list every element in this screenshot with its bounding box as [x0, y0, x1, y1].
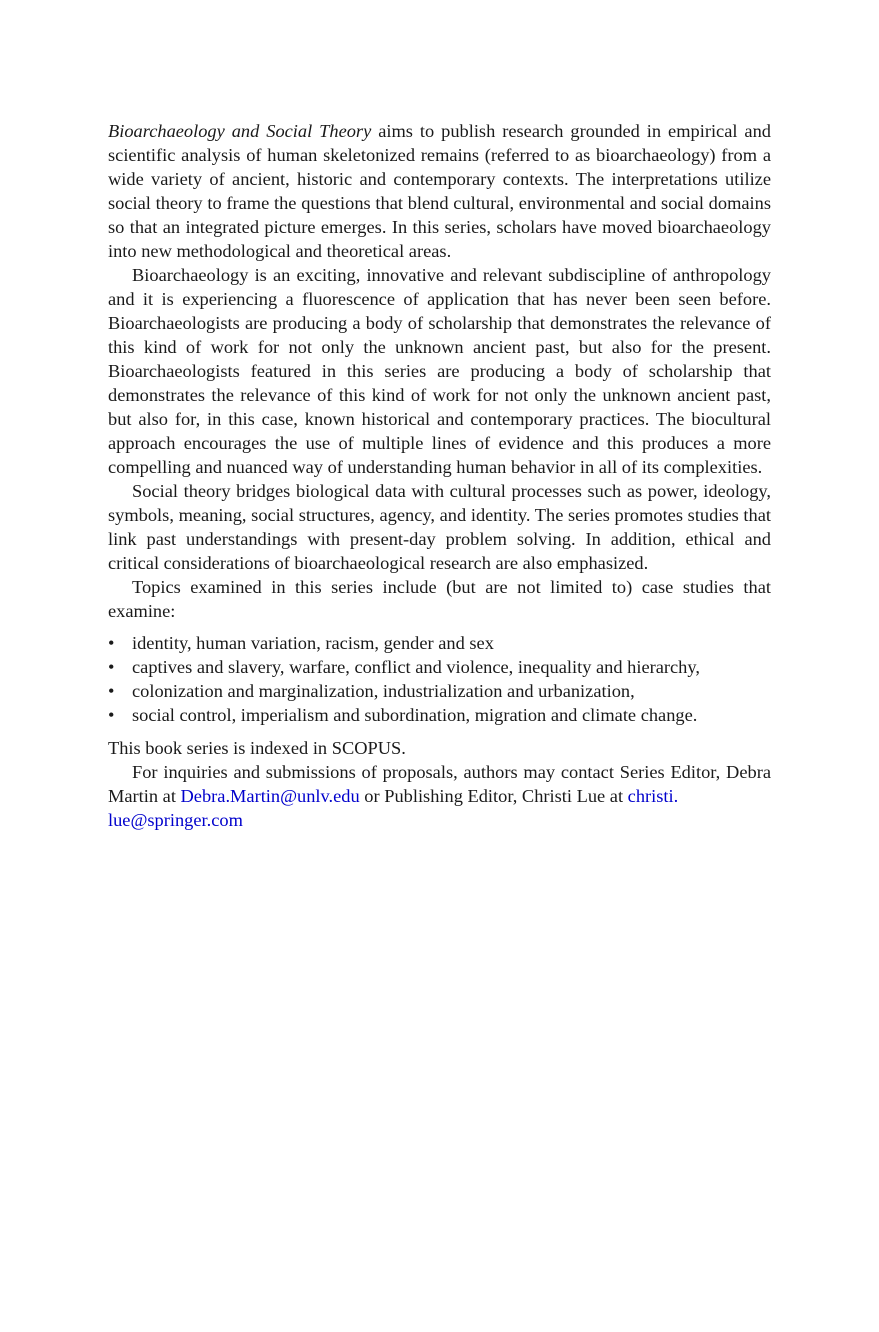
contact-paragraph	[108, 760, 771, 832]
indexed-statement: This book series is indexed in SCOPUS.	[108, 738, 406, 758]
contact-prefix: For inquiries and submissions of proposals, authors may contact Series Editor, Debra Martin at	[108, 762, 771, 806]
bioarchaeology-paragraph: Bioarchaeology is an exciting, innovative and relevant subdiscipline of anthropology and it is experiencing a fluorescence of application that has never been seen before. Bioarchaeologists are producing a body of scholarship that demonstrates the relevance of this kind of work for not only the unknown ancient past, but also for the present. Bioarchaeologists featured in this series are producing a body of scholarship that demonstrates the relevance of this kind of work for not only the unknown ancient past, but also for, in this case, known historical and contemporary practices. The biocultural approach encourages the use of multiple lines of evidence and this produces a more compelling and nuanced way of understanding human behavior in all of its complexities.	[108, 265, 771, 477]
series-description-page	[108, 119, 771, 832]
series-editor-email-link[interactable]: Debra.Martin@unlv.edu	[180, 786, 360, 806]
bullet-icon: •	[108, 633, 115, 653]
intro-paragraph	[108, 119, 771, 263]
list-item-text: colonization and marginalization, industrialization and urbanization,	[132, 681, 635, 701]
topics-list	[108, 631, 771, 727]
list-item	[108, 631, 771, 655]
contact-middle: or Publishing Editor, Christi Lue at	[359, 786, 628, 806]
list-item-text: social control, imperialism and subordination, migration and climate change.	[132, 705, 698, 725]
list-item	[108, 655, 771, 679]
intro-text: aims to publish research grounded in empirical and scientific analysis of human skeletonized remains (referred to as bioarchaeology) from a wide variety of ancient, historic and contemporary contexts. The interpretations utilize social theory to frame the questions that blend cultural, environmental and social domains so that an integrated picture emerges. In this series, scholars have moved bioarchaeology into new methodological and theoretical areas.	[108, 121, 771, 261]
bullet-icon: •	[108, 705, 115, 725]
list-item	[108, 679, 771, 703]
list-item-text: captives and slavery, warfare, conflict and violence, inequality and hierarchy,	[132, 657, 700, 677]
list-item	[108, 703, 771, 727]
series-title: Bioarchaeology and Social Theory	[108, 121, 372, 141]
publishing-editor-email-part1: christi.	[627, 786, 679, 806]
publishing-editor-email-part2: lue@springer.com	[108, 810, 243, 830]
social-theory-paragraph: Social theory bridges biological data with cultural processes such as power, ideology, symbols, meaning, social structures, agency, and identity. The series promotes studies that link past understandings with present-day problem solving. In addition, ethical and critical considerations of bioarchaeological research are also emphasized.	[108, 481, 771, 573]
list-item-text: identity, human variation, racism, gender and sex	[132, 633, 494, 653]
topics-intro-paragraph: Topics examined in this series include (but are not limited to) case studies that examine:	[108, 577, 771, 621]
bullet-icon: •	[108, 657, 115, 677]
bullet-icon: •	[108, 681, 115, 701]
